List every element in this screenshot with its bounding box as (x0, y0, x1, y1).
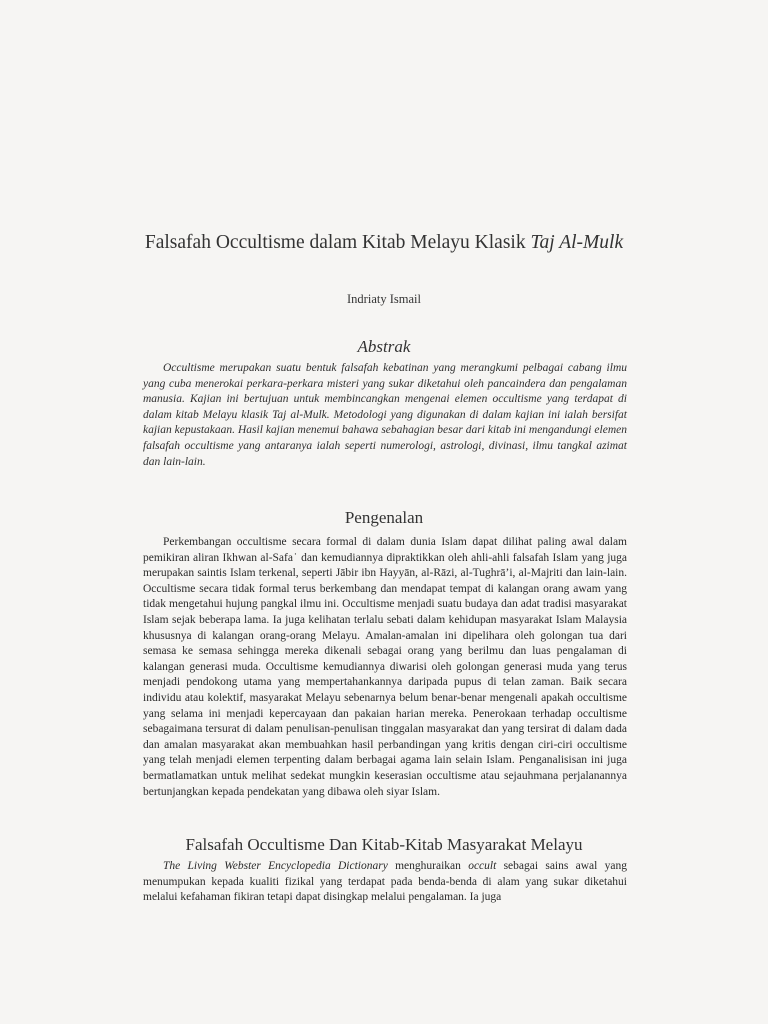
occult-term: occult (468, 860, 497, 872)
abstract-text: Occultisme merupakan suatu bentuk falsafah kebatinan yang merangkumi pelbagai cabang ilmu yang cuba menerokai perkara-perkara misteri yang sukar diketahui oleh pancaindera dan pengalaman manusia. Kajian ini bertujuan untuk membincangkan mengenai elemen occultisme yang terdapat di dalam kitab Melayu klasik Taj al-Mulk. Metodologi yang digunakan di dalam kajian ini ialah bersifat kajian kepustakaan. Hasil kajian menemui bahawa sebahagian besar dari kitab ini mengandungi elemen falsafah occultisme yang antaranya ialah seperti numerologi, astrologi, divinasi, ilmu tangkal azimat dan lain-lain. (143, 362, 627, 468)
section2-text-a: menghuraikan (387, 860, 469, 872)
paper-title (130, 230, 638, 255)
dictionary-title: The Living Webster Encyclopedia Dictionary (163, 860, 388, 872)
intro-paragraph: Perkembangan occultisme secara formal di dalam dunia Islam dapat dilihat paling awal dalam pemikiran aliran Ikhwan al-Safa˙ dan kemudiannya dipraktikkan oleh ahli-ahli falsafah Islam yang juga merupakan saintis Islam terkenal, seperti Jābir ibn Hayyān, al-Rāzi, al-Tughrā’i, al-Majriti dan lain-lain. Occultisme secara tidak formal terus berkembang dan mendapat tempat di kalangan orang awam yang tidak mengetahui hujung pangkal ilmu ini. Occultisme menjadi suatu budaya dan adat tradisi masyarakat Islam sejak beberapa lama. Ia juga kelihatan terlalu sebati dalam kehidupan masyarakat Islam Malaysia khususnya di kalangan orang-orang Melayu. Amalan-amalan ini dipelihara oleh golongan tua dari semasa ke semasa sehingga mereka dikenali sebagai orang yang berilmu dan luas pengalaman di kalangan generasi muda. Occultisme kemudiannya diwarisi oleh golongan generasi muda yang terus menjadi pendokong utama yang mempertahankannya daripada pupus di telan zaman. Baik secara individu atau kolektif, masyarakat Melayu sebenarnya belum benar-benar mengenali apakah occultisme yang selama ini menjadi kepercayaan dan pakaian harian mereka. Penerokaan terhadap occultisme sebagaimana tersurat di dalam penulisan-penulisan tinggalan masyarakat dan yang tersirat di dalam dada dan amalan masyarakat akan membuahkan hasil perbandingan yang kritis dengan ciri-ciri occultisme yang telah menjadi elemen terpenting dalam berbagai agama lain selain Islam. Penganalisisan ini juga bermatlamatkan untuk melihat sedekat mungkin keserasian occultisme atau sejauhmana perjalanannya bertunjangkan kepada pendekatan yang dibawa oleh siyar Islam. (143, 536, 627, 798)
paper-title-italic: Taj Al-Mulk (530, 232, 624, 253)
abstract-heading: Abstrak (357, 337, 411, 356)
section-heading-falsafah: Falsafah Occultisme Dan Kitab-Kitab Masyarakat Melayu (185, 835, 583, 854)
section-heading-pengenalan: Pengenalan (344, 508, 424, 527)
section2-text-b: sebagai sains awal yang menumpukan kepada kualiti fizikal yang terdapat pada benda-benda di alam yang sukar diketahui melalui kefahaman fikiran tetapi dapat disingkap melalui pengalaman. Ia juga (143, 860, 627, 904)
section2-paragraph (143, 859, 627, 906)
author-name: Indriaty Ismail (347, 292, 421, 306)
paper-title-main: Falsafah Occultisme dalam Kitab Melayu Klasik (144, 232, 531, 253)
